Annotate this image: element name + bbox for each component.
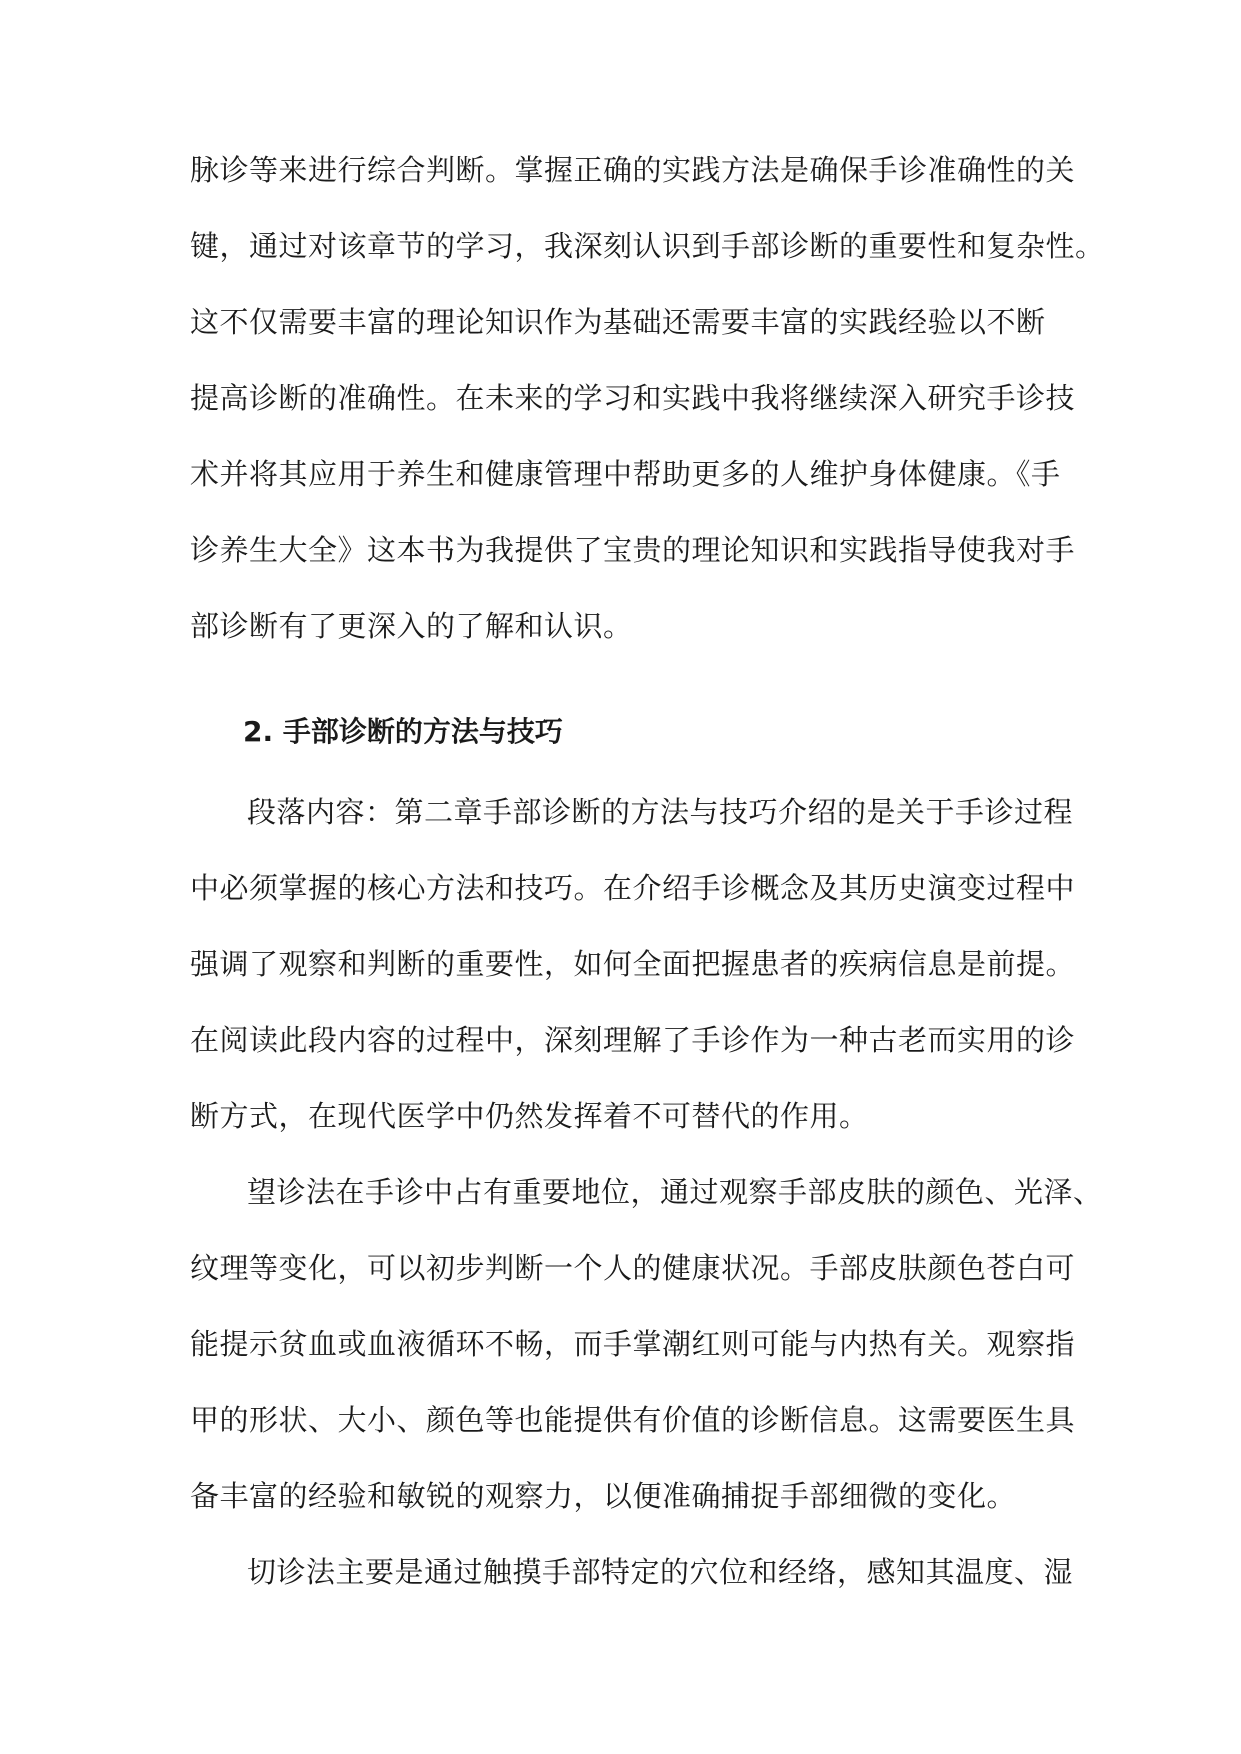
paragraph-1-line-2: 键，通过对该章节的学习，我深刻认识到手部诊断的重要性和复杂性。	[190, 229, 1105, 263]
paragraph-3-line-4: 甲的形状、大小、颜色等也能提供有价值的诊断信息。这需要医生具	[190, 1403, 1076, 1437]
paragraph-1-line-1: 脉诊等来进行综合判断。掌握正确的实践方法是确保手诊准确性的关	[190, 153, 1076, 187]
paragraph-4-line-1: 切诊法主要是通过触摸手部特定的穴位和经络，感知其温度、湿	[247, 1555, 1074, 1589]
paragraph-2-line-2: 中必须掌握的核心方法和技巧。在介绍手诊概念及其历史演变过程中	[190, 871, 1076, 905]
paragraph-3-line-2: 纹理等变化，可以初步判断一个人的健康状况。手部皮肤颜色苍白可	[190, 1251, 1076, 1285]
paragraph-2-line-5: 断方式，在现代医学中仍然发挥着不可替代的作用。	[190, 1099, 869, 1133]
paragraph-3-line-5: 备丰富的经验和敏锐的观察力，以便准确捕捉手部细微的变化。	[190, 1479, 1017, 1513]
paragraph-1-line-7: 部诊断有了更深入的了解和认识。	[190, 609, 633, 643]
paragraph-1-line-3: 这不仅需要丰富的理论知识作为基础还需要丰富的实践经验以不断	[190, 305, 1046, 339]
paragraph-3-line-1: 望诊法在手诊中占有重要地位，通过观察手部皮肤的颜色、光泽、	[247, 1175, 1103, 1209]
paragraph-1-line-6: 诊养生大全》这本书为我提供了宝贵的理论知识和实践指导使我对手	[190, 533, 1076, 567]
paragraph-2-line-4: 在阅读此段内容的过程中，深刻理解了手诊作为一种古老而实用的诊	[190, 1023, 1076, 1057]
paragraph-2-line-1: 段落内容：第二章手部诊断的方法与技巧介绍的是关于手诊过程	[247, 795, 1074, 829]
paragraph-2-line-3: 强调了观察和判断的重要性，如何全面把握患者的疾病信息是前提。	[190, 947, 1076, 981]
paragraph-1-line-5: 术并将其应用于养生和健康管理中帮助更多的人维护身体健康。《手	[190, 457, 1061, 491]
section-heading: 2. 手部诊断的方法与技巧	[243, 715, 563, 748]
paragraph-3-line-3: 能提示贫血或血液循环不畅，而手掌潮红则可能与内热有关。观察指	[190, 1327, 1076, 1361]
paragraph-1-line-4: 提高诊断的准确性。在未来的学习和实践中我将继续深入研究手诊技	[190, 381, 1076, 415]
